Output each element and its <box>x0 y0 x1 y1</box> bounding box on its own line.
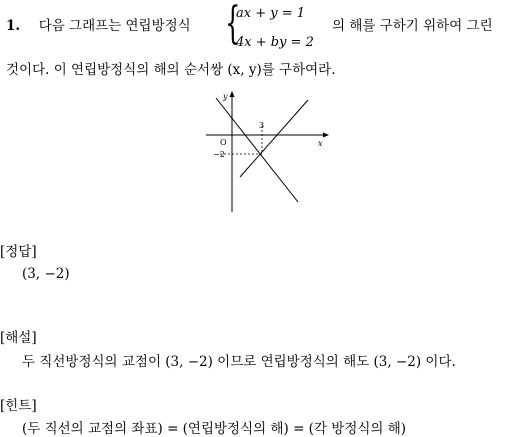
problem-number: 1. <box>6 18 21 34</box>
line-2 <box>216 98 298 202</box>
hint-label: [힌트] <box>0 398 37 414</box>
y-axis-label: y <box>223 92 228 101</box>
graph <box>200 88 340 218</box>
answer-value: (3, −2) <box>22 266 70 282</box>
answer-label: [정답] <box>0 244 37 260</box>
x-tick-label: 3 <box>259 121 265 130</box>
explanation-text: 두 직선방정식의 교점이 (3, −2) 이므로 연립방정식의 해도 (3, −2) 이다. <box>22 354 456 370</box>
system-brace: { <box>225 0 241 49</box>
x-axis-label: x <box>318 139 323 148</box>
y-tick-label: −2 <box>213 150 225 159</box>
explanation-label: [해설] <box>0 330 37 346</box>
problem-line-1 <box>6 14 191 34</box>
equation-2: 4x + by = 2 <box>236 35 314 50</box>
hint-text: (두 직선의 교점의 좌표) = (연립방정식의 해) = (각 방정식의 해) <box>22 421 407 437</box>
x-axis-arrow <box>323 133 329 138</box>
problem-line-2: 것이다. 이 연립방정식의 해의 순서쌍 (x, y)를 구하여라. <box>6 62 336 78</box>
y-axis-arrow <box>230 91 235 97</box>
line-1 <box>240 100 308 177</box>
problem-after-system: 의 해를 구하기 위하여 그린 <box>332 18 493 34</box>
origin-label: O <box>220 138 227 147</box>
equation-1: ax + y = 1 <box>236 6 306 21</box>
problem-intro: 다음 그래프는 연립방정식 <box>38 18 191 34</box>
